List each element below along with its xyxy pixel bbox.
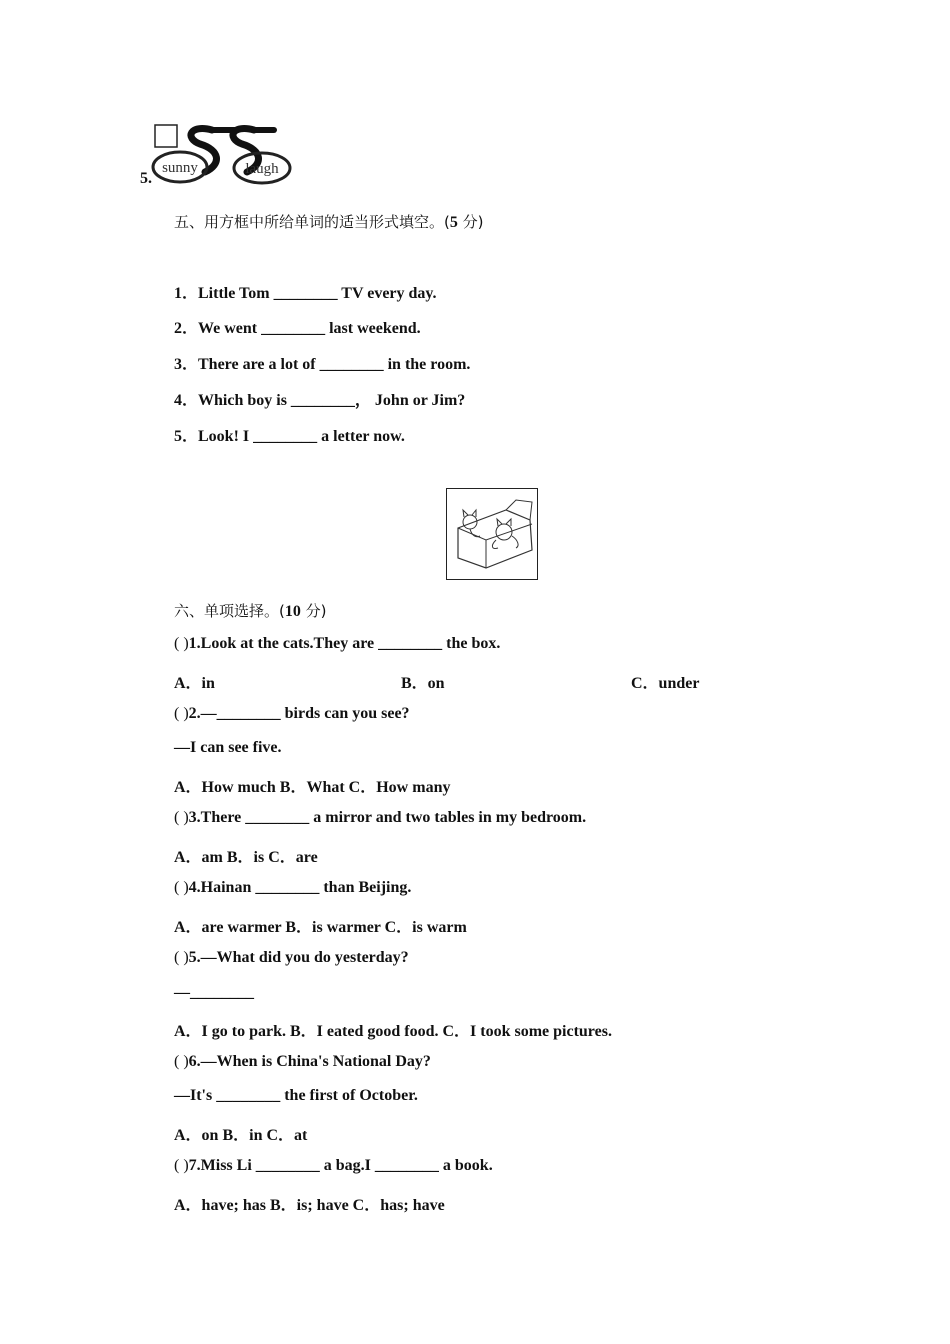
word-chain-graphic: [150, 120, 300, 190]
section6-answer-line: —________: [174, 984, 254, 1001]
section6-options: A．am B．is C．are: [174, 849, 318, 866]
section6-question: ( )3.There ________ a mirror and two tables in my bedroom.: [174, 809, 587, 826]
section5-item: 4．Which boy is ________， John or Jim?: [174, 392, 466, 409]
cats-in-box-picture: [446, 488, 538, 580]
section6-options: A．I go to park. B．I eated good food. C．I took some pictures.: [174, 1023, 612, 1040]
section5-heading: 五、用方框中所给单词的适当形式填空。(5 分): [174, 213, 484, 231]
section6-answer-line: —It's ________ the first of October.: [174, 1087, 418, 1104]
section5-item: 3．There are a lot of ________ in the room.: [174, 356, 471, 373]
section5-item: 5．Look! I ________ a letter now.: [174, 428, 405, 445]
answer-parentheses[interactable]: ( ): [174, 949, 189, 966]
section5-item: 1．Little Tom ________ TV every day.: [174, 285, 437, 302]
answer-parentheses[interactable]: ( ): [174, 635, 189, 652]
word-right: laugh: [245, 161, 279, 177]
answer-box: [155, 125, 177, 147]
answer-parentheses[interactable]: ( ): [174, 879, 189, 896]
option-c: C．under: [631, 675, 700, 692]
section6-heading: 六、单项选择。(10 分): [174, 602, 327, 620]
section6-options: A．How much B．What C．How many: [174, 779, 451, 796]
section6-question: ( )2.—________ birds can you see?: [174, 705, 410, 722]
answer-parentheses[interactable]: ( ): [174, 1053, 189, 1070]
answer-parentheses[interactable]: ( ): [174, 1157, 189, 1174]
section6-answer-line: —I can see five.: [174, 739, 282, 756]
section6-question: ( )7.Miss Li ________ a bag.I ________ a book.: [174, 1157, 493, 1174]
section6-question: ( )6.—When is China's National Day?: [174, 1053, 431, 1070]
word-left: sunny: [162, 160, 198, 176]
section6-options: A．have; has B．is; have C．has; have: [174, 1197, 445, 1214]
section6-options: A．on B．in C．at: [174, 1127, 308, 1144]
option-b: B．on: [401, 675, 445, 692]
section6-options: A．are warmer B．is warmer C．is warm: [174, 919, 467, 936]
answer-parentheses[interactable]: ( ): [174, 809, 189, 826]
section6-question: ( )5.—What did you do yesterday?: [174, 949, 409, 966]
q5-number: 5.: [140, 170, 152, 187]
option-a: A．in: [174, 675, 215, 692]
section5-item: 2．We went ________ last weekend.: [174, 320, 421, 337]
section6-question: ( )4.Hainan ________ than Beijing.: [174, 879, 412, 896]
answer-parentheses[interactable]: ( ): [174, 705, 189, 722]
section6-question: ( )1.Look at the cats.They are ________ the box.: [174, 635, 501, 652]
